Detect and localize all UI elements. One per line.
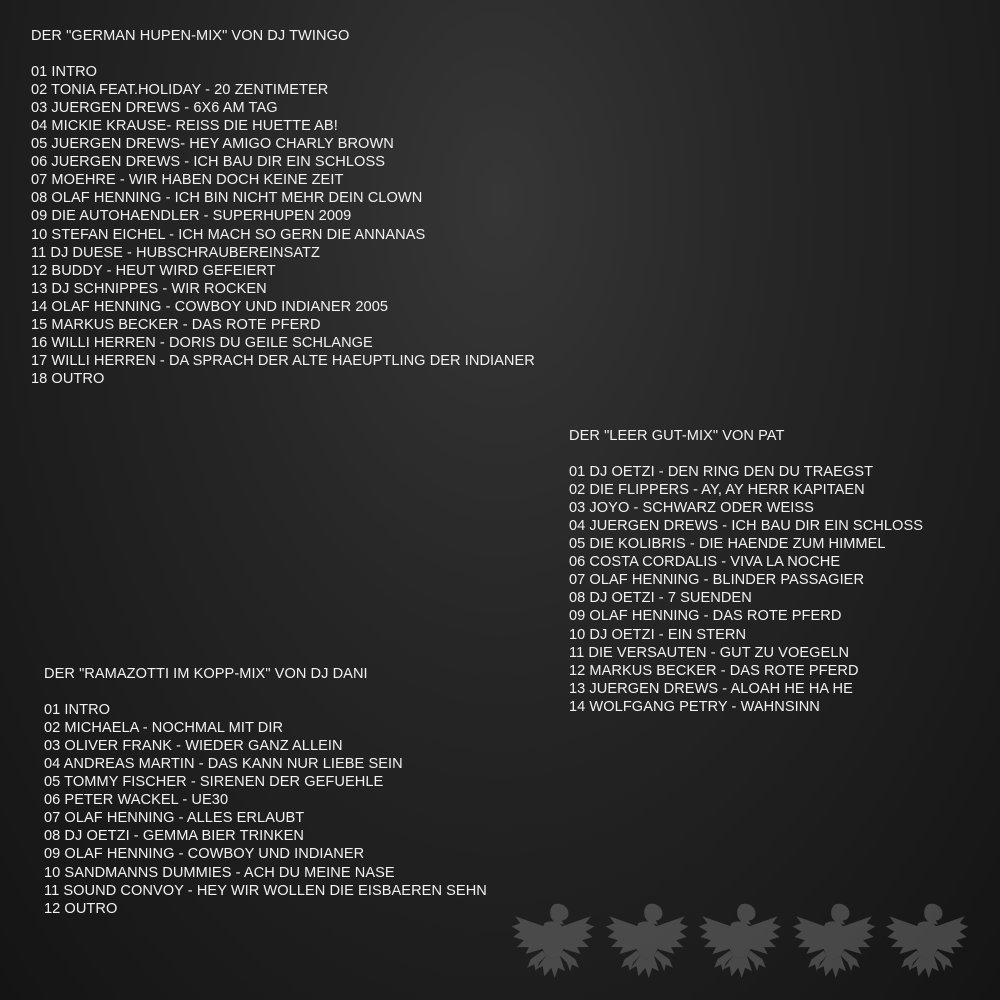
tracklist [31, 63, 535, 388]
mix-leer-gut [569, 427, 923, 716]
track-item: 06 PETER WACKEL - UE30 [44, 792, 229, 809]
track-item: 03 JOYO - SCHWARZ ODER WEISS [569, 500, 814, 517]
eagle-emblem-icon [884, 896, 970, 988]
track-item: 13 JUERGEN DREWS - ALOAH HE HA HE [569, 680, 853, 697]
track-item: 05 JUERGEN DREWS- HEY AMIGO CHARLY BROWN [31, 136, 394, 153]
track-item: 10 DJ OETZI - EIN STERN [569, 626, 747, 643]
track-item: 03 OLIVER FRANK - WIEDER GANZ ALLEIN [44, 738, 343, 755]
track-item: 08 OLAF HENNING - ICH BIN NICHT MEHR DEIN CLOWN [31, 190, 423, 207]
track-item: 09 OLAF HENNING - DAS ROTE PFERD [569, 608, 842, 625]
track-item: 07 OLAF HENNING - BLINDER PASSAGIER [569, 572, 865, 589]
track-item: 10 STEFAN EICHEL - ICH MACH SO GERN DIE ANNANAS [31, 226, 426, 243]
track-item: 18 OUTRO [31, 370, 105, 387]
eagle-emblem-icon [510, 896, 596, 988]
track-item: 09 DIE AUTOHAENDLER - SUPERHUPEN 2009 [31, 208, 352, 225]
tracklist [44, 701, 487, 918]
track-item: 12 OUTRO [44, 900, 118, 917]
mix-title: DER "RAMAZOTTI IM KOPP-MIX" VON DJ DANI [44, 666, 368, 682]
track-item: 05 TOMMY FISCHER - SIRENEN DER GEFUEHLE [44, 774, 384, 791]
track-item: 14 WOLFGANG PETRY - WAHNSINN [569, 698, 820, 715]
mix-ramazotti-im-kopp [44, 665, 487, 918]
track-item: 12 MARKUS BECKER - DAS ROTE PFERD [569, 662, 859, 679]
track-item: 01 INTRO [31, 64, 98, 81]
eagle-emblem-icon [791, 896, 877, 988]
eagle-emblem-row [510, 896, 970, 992]
track-item: 11 DIE VERSAUTEN - GUT ZU VOEGELN [569, 644, 850, 661]
track-item: 17 WILLI HERREN - DA SPRACH DER ALTE HAEUPTLING DER INDIANER [31, 352, 535, 369]
track-item: 13 DJ SCHNIPPES - WIR ROCKEN [31, 280, 267, 297]
track-item: 01 DJ OETZI - DEN RING DEN DU TRAEGST [569, 464, 874, 481]
track-item: 07 OLAF HENNING - ALLES ERLAUBT [44, 810, 305, 827]
track-item: 04 ANDREAS MARTIN - DAS KANN NUR LIEBE SEIN [44, 756, 403, 773]
track-item: 01 INTRO [44, 702, 111, 719]
track-item: 02 MICHAELA - NOCHMAL MIT DIR [44, 720, 284, 737]
track-item: 03 JUERGEN DREWS - 6X6 AM TAG [31, 100, 278, 117]
track-item: 07 MOEHRE - WIR HABEN DOCH KEINE ZEIT [31, 172, 344, 189]
eagle-emblem-icon [697, 896, 783, 988]
track-item: 06 JUERGEN DREWS - ICH BAU DIR EIN SCHLOSS [31, 154, 386, 171]
mix-german-hupen [31, 27, 535, 388]
track-item: 11 SOUND CONVOY - HEY WIR WOLLEN DIE EISBAEREN SEHN [44, 882, 487, 899]
mix-title: DER "LEER GUT-MIX" VON PAT [569, 428, 785, 444]
mix-title: DER "GERMAN HUPEN-MIX" VON DJ TWINGO [31, 28, 350, 44]
track-item: 15 MARKUS BECKER - DAS ROTE PFERD [31, 316, 321, 333]
track-item: 02 DIE FLIPPERS - AY, AY HERR KAPITAEN [569, 482, 865, 499]
track-item: 09 OLAF HENNING - COWBOY UND INDIANER [44, 846, 365, 863]
track-item: 05 DIE KOLIBRIS - DIE HAENDE ZUM HIMMEL [569, 536, 886, 553]
track-item: 04 JUERGEN DREWS - ICH BAU DIR EIN SCHLOSS [569, 518, 924, 535]
track-item: 14 OLAF HENNING - COWBOY UND INDIANER 2005 [31, 298, 389, 315]
track-item: 12 BUDDY - HEUT WIRD GEFEIERT [31, 262, 276, 279]
track-item: 10 SANDMANNS DUMMIES - ACH DU MEINE NASE [44, 864, 395, 881]
tracklist [569, 463, 923, 716]
track-item: 02 TONIA FEAT.HOLIDAY - 20 ZENTIMETER [31, 82, 329, 99]
track-item: 04 MICKIE KRAUSE- REISS DIE HUETTE AB! [31, 118, 338, 135]
track-item: 08 DJ OETZI - 7 SUENDEN [569, 590, 752, 607]
track-item: 08 DJ OETZI - GEMMA BIER TRINKEN [44, 828, 305, 845]
eagle-emblem-icon [604, 896, 690, 988]
track-item: 06 COSTA CORDALIS - VIVA LA NOCHE [569, 554, 841, 571]
track-item: 16 WILLI HERREN - DORIS DU GEILE SCHLANGE [31, 334, 373, 351]
track-item: 11 DJ DUESE - HUBSCHRAUBEREINSATZ [31, 244, 320, 261]
